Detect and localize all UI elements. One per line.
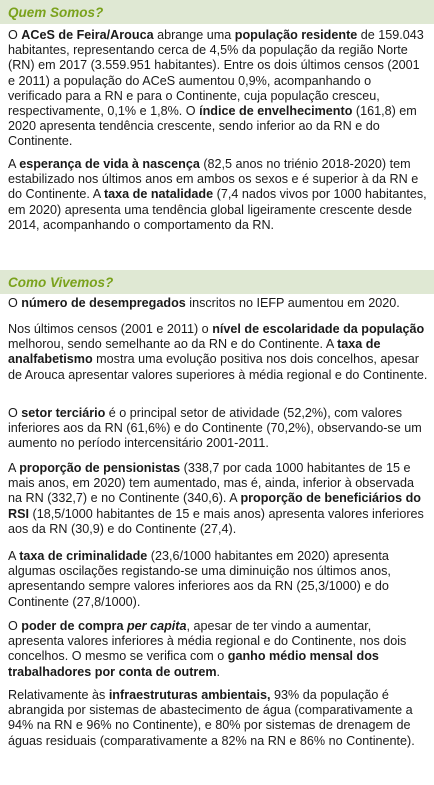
bold-term: esperança de vida à nascença (19, 157, 200, 171)
text-run: (338,7 por cada 1000 habitantes de 15 e mais anos, em 2020) tem aumentado, mas é, ainda, inferior à observada na RN (332,7) e no Continente (340,6). A (8, 461, 415, 506)
paragraph (8, 406, 428, 452)
bold-term: proporção de beneficiários do RSI (8, 491, 421, 521)
text-run: (82,5 anos no triénio 2018-2020) tem estabilizado nos últimos anos em ambos os sexos e é superior à da RN e do Continente. A (8, 157, 419, 202)
paragraph (8, 296, 428, 311)
bold-term: poder de compra (21, 619, 127, 633)
text-run: . (216, 664, 221, 679)
text-run: 93% da população é abrangida por sistemas de abastecimento de água (comparativamente a 94% na RN e 96% no Continente), e 80% por sistemas de drenagem de águas residuais (comparativamente a 82% na RN e 86% no Continente). (8, 688, 415, 748)
text-run: abrange uma (153, 28, 235, 42)
section-title: Como Vivemos? (8, 274, 114, 290)
text-run: mostra uma evolução positiva nos dois concelhos, apesar de Arouca apresentar valores superiores à média regional e do Continente. (8, 352, 428, 382)
bold-term: proporção de pensionistas (19, 461, 181, 475)
text-run: A (8, 157, 20, 171)
paragraph (8, 157, 428, 233)
bold-term: ganho médio mensal dos trabalhadores por conta de outrem (8, 649, 379, 679)
text-run: (18,5/1000 habitantes de 15 e mais anos) apresenta valores inferiores aos da RN (30,9) e do Continente (27,4). (8, 506, 424, 536)
paragraph (8, 322, 428, 383)
paragraph (8, 461, 428, 537)
bold-term: setor terciário (21, 406, 106, 420)
text-run: (7,4 nados vivos por 1000 habitantes, em 2020) apresenta uma tendência global ligeiramente crescente desde 2014, acompanhando o comportamento da RN. (8, 187, 427, 232)
bold-term: ACeS de Feira/Arouca (21, 28, 154, 42)
bold-term: per capita (126, 619, 187, 633)
text-run: inscritos no IEFP aumentou em 2020. (185, 296, 400, 310)
text-run: é o principal setor de atividade (52,2%), com valores inferiores aos da RN (61,6%) e do Continente (70,2%), observando-se um aumento no período intercensitário 2001-2011. (8, 406, 422, 451)
text-run: melhorou, sendo semelhante ao da RN e do Continente. A (8, 337, 338, 352)
text-run: O (8, 296, 22, 310)
text-run: O (8, 28, 22, 42)
bold-term: infraestruturas ambientais, (108, 688, 271, 702)
text-run: (161,8) em 2020 apresenta tendência crescente, sendo inferior ao da RN e do Continente. (8, 104, 417, 149)
bold-term: nível de escolaridade da população (212, 322, 425, 336)
text-run: (23,6/1000 habitantes em 2020) apresenta algumas oscilações registando-se uma diminuição nos últimos anos, apresentando sempre valores inferiores aos da RN (25,3/1000) e do Continente (27,8/1000). (8, 549, 391, 609)
bold-term: taxa de criminalidade (19, 549, 148, 563)
bold-term: índice de envelhecimento (199, 104, 353, 119)
paragraph (8, 619, 428, 680)
paragraph (8, 549, 428, 610)
text-run: A (8, 549, 20, 563)
bold-term: população residente (234, 28, 358, 42)
section-header-quem-somos (0, 0, 434, 24)
text-run: Nos últimos censos (2001 e 2011) o (8, 322, 213, 336)
bold-term: número de desempregados (21, 296, 186, 310)
text-run: O (8, 619, 22, 633)
bold-term: taxa de analfabetismo (8, 337, 381, 367)
text-run: O (8, 406, 22, 420)
bold-term: taxa de natalidade (103, 187, 214, 202)
section-title: Quem Somos? (8, 4, 104, 20)
text-run: , apesar de ter vindo a aumentar, apresenta valores inferiores à média regional e do Continente, nos dois concelhos. O mesmo se verifica com o (8, 619, 407, 664)
paragraph (8, 28, 428, 150)
paragraph (8, 688, 428, 749)
text-run: Relativamente às (8, 688, 109, 702)
text-run: A (8, 461, 20, 475)
section-header-como-vivemos (0, 270, 434, 294)
text-run: de 159.043 habitantes, representando cerca de 4,5% da população da região Norte (RN) em 2017 (3.559.951 habitantes). Entre os dois últimos censos (2001 e 2011) a população do ACeS aumentou 0,9%, acompanhando o verificado para a RN e para o Continente, cuja população cresceu, respectivamente, 0,1% e 1,8%. O (8, 28, 424, 119)
